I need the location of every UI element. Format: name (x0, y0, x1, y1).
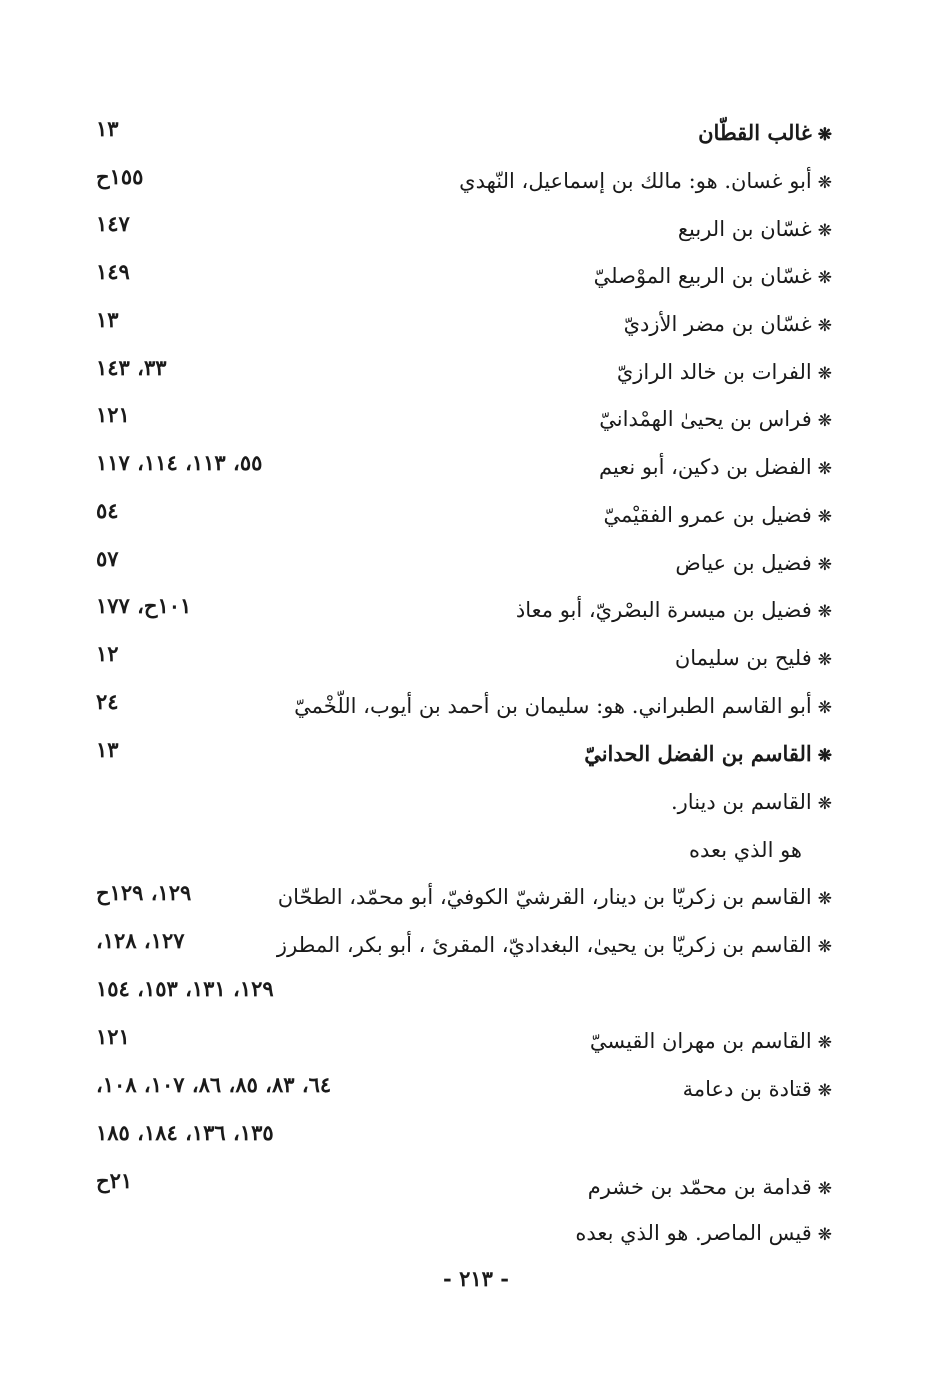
entry-name: ❋قيس الماصر. هو الذي بعده (575, 1221, 832, 1245)
entry-pages: ١٣ (96, 116, 119, 141)
entry-name: ❋أبو غسان. هو: مالك بن إسماعيل، النّهدي (459, 169, 832, 193)
entry-name: ❋القاسم بن مهران القيسيّ (589, 1029, 832, 1053)
entry-name: ❋الفرات بن خالد الرازيّ (616, 360, 832, 384)
asterisk-icon: ❋ (817, 698, 832, 718)
entry-pages: ١٢٩، ١٢٩ح (96, 880, 192, 905)
entry-pages: ١٢٧، ١٢٨، (96, 928, 185, 953)
entry-pages: ١٢ (96, 641, 119, 666)
asterisk-icon: ❋ (817, 746, 832, 766)
entry-name: ❋قتادة بن دعامة (682, 1077, 832, 1101)
entry-pages: ٦٤، ٨٣، ٨٥، ٨٦، ١٠٧، ١٠٨، (96, 1072, 332, 1097)
asterisk-icon: ❋ (817, 268, 832, 288)
entry-name: ❋القاسم بن زكريّا بن يحيىٰ، البغداديّ، المقرئ ، أبو بكر، المطرز (276, 933, 832, 957)
entry-name: ❋القاسم بن زكريّا بن دينار، القرشيّ الكوفيّ، أبو محمّد، الطحّان (277, 885, 832, 909)
asterisk-icon: ❋ (817, 602, 832, 622)
entry-pages: ٢٤ (96, 689, 119, 714)
entry-name: ❋القاسم بن الفضل الحدانيّ (584, 741, 832, 766)
asterisk-icon: ❋ (817, 411, 832, 431)
entry-name: ❋القاسم بن دينار. (670, 790, 832, 814)
page-number: - ٢١٣ - (443, 1266, 509, 1291)
asterisk-icon: ❋ (817, 459, 832, 479)
asterisk-icon: ❋ (817, 1081, 832, 1101)
entry-name: ❋غسّان بن مضر الأزديّ (623, 312, 832, 336)
asterisk-icon: ❋ (817, 316, 832, 336)
entry-pages-continuation: ١٢٩، ١٣١، ١٥٣، ١٥٤ (96, 976, 274, 1001)
asterisk-icon: ❋ (817, 173, 832, 193)
entry-pages: ٥٧ (96, 546, 119, 571)
entry-pages: ١٣ (96, 307, 119, 332)
asterisk-icon: ❋ (817, 889, 832, 909)
entry-pages: ٥٥، ١١٣، ١١٤، ١١٧ (96, 450, 263, 475)
asterisk-icon: ❋ (817, 1179, 832, 1199)
entry-pages: ١٤٩ (96, 259, 130, 284)
asterisk-icon: ❋ (817, 650, 832, 670)
asterisk-icon: ❋ (817, 794, 832, 814)
entry-name: ❋فضيل بن ميسرة البصْريّ، أبو معاذ (515, 598, 832, 622)
entry-note: هو الذي بعده (689, 838, 802, 862)
entry-pages: ٢١ح (96, 1168, 133, 1193)
entry-pages: ١٢١ (96, 402, 130, 427)
asterisk-icon: ❋ (817, 125, 832, 145)
entry-name: ❋فضيل بن عياض (675, 551, 832, 575)
asterisk-icon: ❋ (817, 1033, 832, 1053)
entry-name: ❋قدامة بن محمّد بن خشرم (587, 1175, 832, 1199)
entry-pages: ١٤٧ (96, 211, 130, 236)
asterisk-icon: ❋ (817, 507, 832, 527)
asterisk-icon: ❋ (817, 364, 832, 384)
entry-pages-continuation: ١٣٥، ١٣٦، ١٨٤، ١٨٥ (96, 1120, 274, 1145)
entry-pages: ٥٤ (96, 498, 119, 523)
asterisk-icon: ❋ (817, 1225, 832, 1245)
entry-name: ❋غالب القطّان (698, 120, 832, 145)
entry-pages: ١٥٥ح (96, 164, 144, 189)
entry-pages: ١٠١ح، ١٧٧ (96, 593, 192, 618)
entry-name: ❋أبو القاسم الطبراني. هو: سليمان بن أحمد بن أيوب، اللّخْميّ (294, 694, 832, 718)
asterisk-icon: ❋ (817, 555, 832, 575)
entry-name: ❋فراس بن يحيىٰ الهمْدانيّ (599, 407, 832, 431)
entry-name: ❋غسّان بن الربيع (677, 217, 832, 241)
asterisk-icon: ❋ (817, 937, 832, 957)
asterisk-icon: ❋ (817, 221, 832, 241)
entry-name: ❋غسّان بن الربيع الموْصليّ (593, 264, 832, 288)
entry-name: ❋فليح بن سليمان (674, 646, 832, 670)
entry-pages: ٣٣، ١٤٣ (96, 355, 167, 380)
entry-pages: ١٣ (96, 737, 119, 762)
entry-name: ❋فضيل بن عمرو الفقيْميّ (603, 503, 832, 527)
entry-name: ❋الفضل بن دكين، أبو نعيم (598, 455, 832, 479)
entry-pages: ١٢١ (96, 1024, 130, 1049)
